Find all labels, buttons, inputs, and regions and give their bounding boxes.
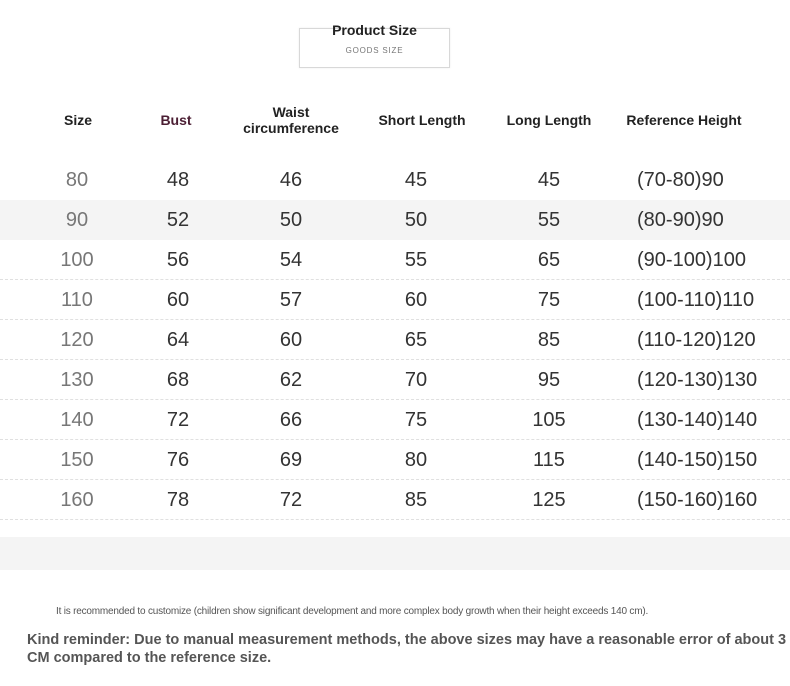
cell-size: 100 bbox=[60, 248, 94, 271]
cell-long-length: 125 bbox=[532, 488, 566, 511]
cell-short-length: 55 bbox=[404, 248, 428, 271]
cell-reference-height: (140-150)150 bbox=[637, 448, 758, 471]
cell-reference-height: (100-110)110 bbox=[637, 288, 755, 311]
cell-reference-height: (150-160)160 bbox=[637, 488, 758, 511]
header-long-length: Long Length bbox=[506, 112, 592, 128]
table-row bbox=[0, 240, 790, 280]
table-spacer-band bbox=[0, 537, 790, 570]
cell-short-length: 70 bbox=[404, 368, 428, 391]
cell-waist: 54 bbox=[279, 248, 303, 271]
cell-long-length: 45 bbox=[537, 168, 561, 191]
cell-bust: 52 bbox=[166, 208, 190, 231]
cell-long-length: 65 bbox=[537, 248, 561, 271]
cell-short-length: 45 bbox=[404, 168, 428, 191]
cell-bust: 78 bbox=[166, 488, 190, 511]
cell-long-length: 85 bbox=[537, 328, 561, 351]
cell-size: 130 bbox=[60, 368, 94, 391]
cell-waist: 69 bbox=[279, 448, 303, 471]
table-row bbox=[0, 280, 790, 320]
table-header bbox=[0, 100, 790, 140]
cell-reference-height: (70-80)90 bbox=[637, 168, 724, 191]
header-waist-line2: circumference bbox=[243, 120, 339, 136]
page-title: Product Size bbox=[332, 22, 417, 38]
cell-size: 90 bbox=[65, 208, 89, 231]
cell-long-length: 95 bbox=[537, 368, 561, 391]
table-row bbox=[0, 200, 790, 240]
cell-size: 160 bbox=[60, 488, 94, 511]
table-row bbox=[0, 320, 790, 360]
cell-size: 150 bbox=[60, 448, 94, 471]
cell-waist: 50 bbox=[279, 208, 303, 231]
cell-waist: 57 bbox=[279, 288, 303, 311]
cell-size: 140 bbox=[60, 408, 94, 431]
cell-size: 110 bbox=[61, 288, 93, 311]
table-row bbox=[0, 440, 790, 480]
cell-bust: 72 bbox=[166, 408, 190, 431]
cell-bust: 60 bbox=[166, 288, 190, 311]
table-row bbox=[0, 400, 790, 440]
cell-bust: 76 bbox=[166, 448, 190, 471]
header-reference-height: Reference Height bbox=[626, 112, 742, 128]
header-bust: Bust bbox=[160, 112, 192, 128]
cell-reference-height: (80-90)90 bbox=[637, 208, 724, 231]
header-short-length: Short Length bbox=[378, 112, 466, 128]
cell-short-length: 75 bbox=[404, 408, 428, 431]
measurement-reminder: Kind reminder: Due to manual measurement methods, the above sizes may have a reasonable error of about 3 CM compared to the reference size. bbox=[27, 632, 787, 666]
table-row bbox=[0, 160, 790, 200]
customize-note: It is recommended to customize (children show significant development and more complex body growth when their height exceeds 140 cm). bbox=[56, 606, 649, 617]
cell-long-length: 75 bbox=[537, 288, 561, 311]
cell-long-length: 55 bbox=[537, 208, 561, 231]
cell-short-length: 60 bbox=[404, 288, 428, 311]
cell-reference-height: (130-140)140 bbox=[637, 408, 758, 431]
page-subtitle: GOODS SIZE bbox=[345, 46, 404, 55]
cell-short-length: 80 bbox=[404, 448, 428, 471]
cell-size: 80 bbox=[65, 168, 89, 191]
cell-waist: 60 bbox=[279, 328, 303, 351]
cell-short-length: 50 bbox=[404, 208, 428, 231]
cell-bust: 56 bbox=[166, 248, 190, 271]
cell-reference-height: (90-100)100 bbox=[637, 248, 746, 271]
cell-long-length: 115 bbox=[533, 448, 565, 471]
table-row bbox=[0, 360, 790, 400]
cell-bust: 68 bbox=[166, 368, 190, 391]
cell-bust: 64 bbox=[166, 328, 190, 351]
size-table-body bbox=[0, 160, 790, 520]
cell-waist: 62 bbox=[279, 368, 303, 391]
header-waist-line1: Waist bbox=[272, 104, 310, 120]
cell-reference-height: (110-120)120 bbox=[637, 328, 756, 351]
cell-reference-height: (120-130)130 bbox=[637, 368, 758, 391]
cell-bust: 48 bbox=[166, 168, 190, 191]
table-row bbox=[0, 480, 790, 520]
header-size: Size bbox=[63, 112, 92, 128]
cell-short-length: 85 bbox=[404, 488, 428, 511]
cell-size: 120 bbox=[60, 328, 94, 351]
cell-short-length: 65 bbox=[404, 328, 428, 351]
header-waist bbox=[230, 100, 352, 140]
cell-waist: 66 bbox=[279, 408, 303, 431]
cell-waist: 46 bbox=[279, 168, 303, 191]
cell-waist: 72 bbox=[279, 488, 303, 511]
cell-long-length: 105 bbox=[532, 408, 566, 431]
